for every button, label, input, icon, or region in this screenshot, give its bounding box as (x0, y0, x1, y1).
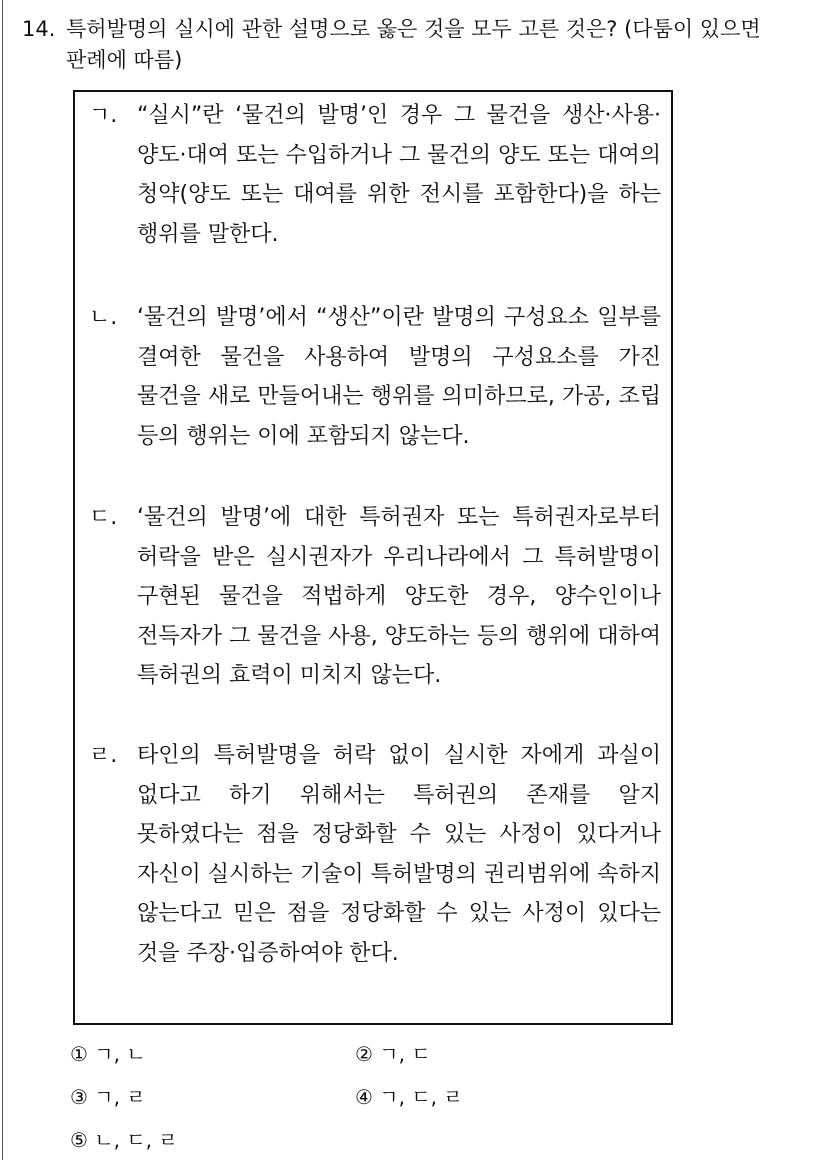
option-text: ㄱ, ㄴ (94, 1042, 146, 1066)
option-text: ㄱ, ㄹ (94, 1085, 146, 1109)
page-left-border (2, 0, 3, 1160)
item-text: ‘물건의 발명’에 대한 특허권자 또는 특허권자로부터 허락을 받은 실시권자가 우리나라에서 그 특허발명이 구현된 물건을 적법하게 양도한 경우, 양수인이나 전득자가 그 물건을 사용, 양도하는 등의 행위에 대하여 특허권의 효력이 미치지 않는다. (137, 505, 661, 688)
item-text: “실시”란 ‘물건의 발명’인 경우 그 물건을 생산·사용·양도·대여 또는 수입하거나 그 물건의 양도 또는 대여의 청약(양도 또는 대여를 위한 전시를 포함한다)을 하는 행위를 말한다. (137, 103, 661, 247)
option-1[interactable] (70, 1038, 146, 1067)
statement-item (89, 736, 661, 973)
item-text: 타인의 특허발명을 허락 없이 실시한 자에게 과실이 없다고 하기 위해서는 특허권의 존재를 알지 못하였다는 점을 정당화할 수 있는 사정이 있다거나 자신이 실시하는 기술이 특허발명의 권리범위에 속하지 않는다고 믿은 점을 정당화할 수 있는 사정이 있다는 것을 주장·입증하여야 한다. (137, 743, 661, 966)
option-4[interactable] (355, 1081, 463, 1110)
statement-item (89, 298, 661, 456)
option-number: ③ (70, 1085, 88, 1109)
item-marker: ㄱ. (89, 103, 118, 128)
option-2[interactable] (355, 1038, 431, 1067)
question-stem (22, 14, 782, 76)
option-number: ⑤ (70, 1128, 88, 1152)
statement-item (89, 498, 661, 696)
option-number: ② (355, 1042, 373, 1066)
item-marker: ㄷ. (89, 505, 118, 530)
item-text: ‘물건의 발명’에서 “생산”이란 발명의 구성요소 일부를 결여한 물건을 사용하여 발명의 구성요소를 가진 물건을 새로 만들어내는 행위를 의미하므로, 가공, 조립 등의 행위는 이에 포함되지 않는다. (137, 305, 661, 449)
option-text: ㄴ, ㄷ, ㄹ (94, 1128, 178, 1152)
option-number: ④ (355, 1085, 373, 1109)
statement-box (73, 90, 673, 1025)
option-text: ㄱ, ㄷ (379, 1042, 431, 1066)
option-5[interactable] (70, 1124, 178, 1153)
question-number: 14. (22, 17, 56, 41)
statement-item (89, 96, 661, 254)
option-text: ㄱ, ㄷ, ㄹ (379, 1085, 463, 1109)
option-number: ① (70, 1042, 88, 1066)
item-marker: ㄴ. (89, 305, 118, 330)
item-marker: ㄹ. (89, 743, 118, 768)
option-3[interactable] (70, 1081, 146, 1110)
question-text: 특허발명의 실시에 관한 설명으로 옳은 것을 모두 고른 것은? (다툼이 있으면 판례에 따름) (66, 17, 761, 72)
